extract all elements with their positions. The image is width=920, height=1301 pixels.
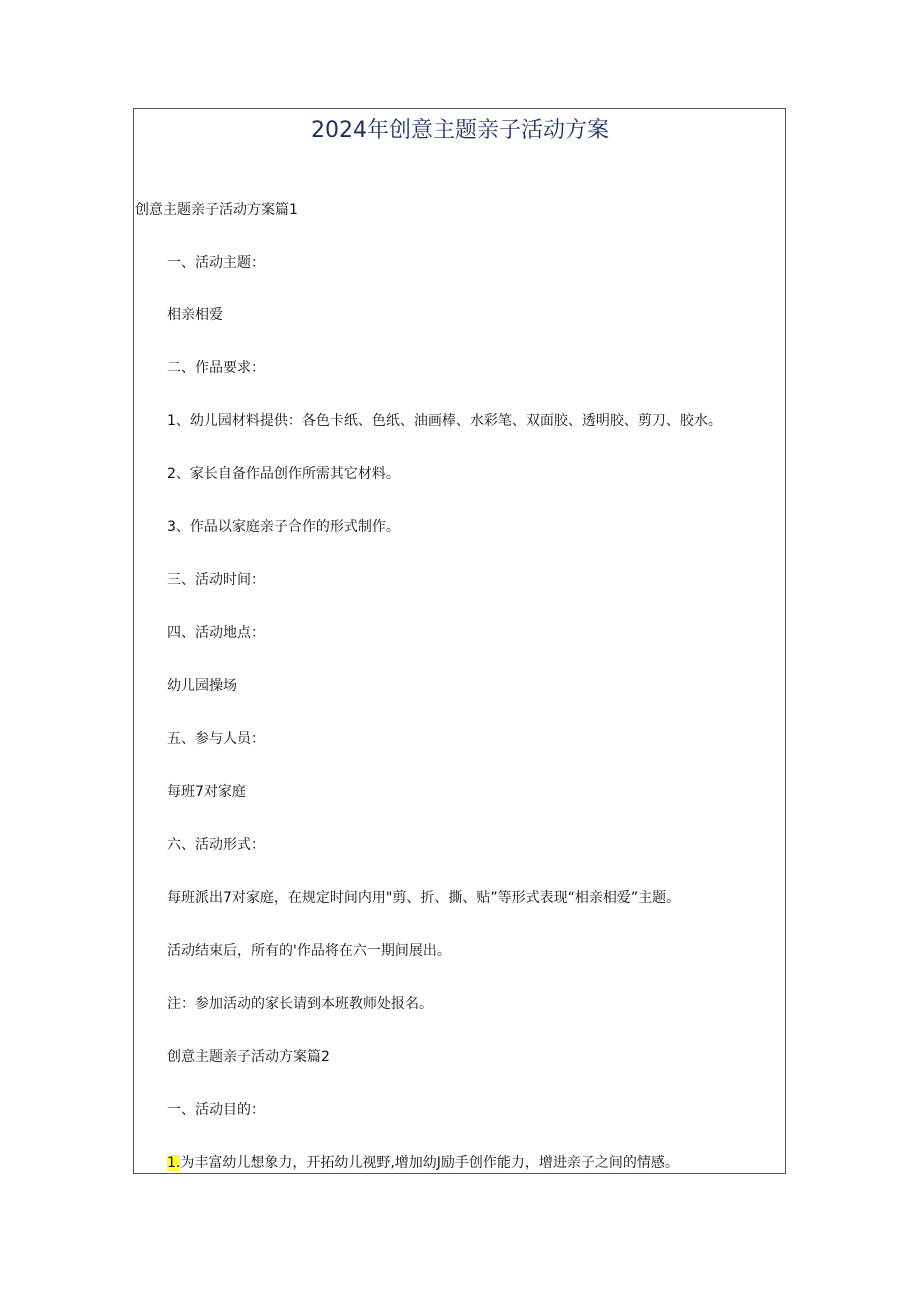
item-heading: 三、活动时间： xyxy=(167,572,265,588)
section-heading: 创意主题亲子活动方案篇2 xyxy=(167,1049,330,1065)
list-item: 2、家长自备作品创作所需其它材料。 xyxy=(167,466,400,482)
section-heading: 创意主题亲子活动方案篇1 xyxy=(135,202,298,218)
document-title: 2024年创意主题亲子活动方案 xyxy=(311,118,609,143)
paragraph: 活动结束后，所有的'作品将在六一期间展出。 xyxy=(167,943,451,959)
list-item-text: 为丰富幼儿想象力，开拓幼儿视野,增加幼J励手创作能力，增进亲子之间的情感。 xyxy=(180,1155,679,1171)
item-heading: 二、作品要求： xyxy=(167,360,265,376)
list-item: 1、幼儿园材料提供：各色卡纸、色纸、油画棒、水彩笔、双面胶、透明胶、剪刀、胶水。 xyxy=(167,413,722,429)
item-heading: 五、参与人员： xyxy=(167,731,265,747)
item-heading: 一、活动目的： xyxy=(167,1102,265,1118)
paragraph: 相亲相爱 xyxy=(167,307,223,323)
item-heading: 四、活动地点： xyxy=(167,625,265,641)
paragraph: 每班派出7对家庭，在规定时间内用"剪、折、撕、贴”等形式表现“相亲相爱”主题。 xyxy=(167,890,681,906)
note-paragraph: 注：参加活动的家长请到本班教师处报名。 xyxy=(167,996,433,1012)
item-heading: 一、活动主题： xyxy=(167,255,265,271)
list-item: 3、作品以家庭亲子合作的形式制作。 xyxy=(167,519,400,535)
paragraph: 幼儿园操场 xyxy=(167,678,237,694)
paragraph: 每班7对家庭 xyxy=(167,784,246,800)
item-heading: 六、活动形式： xyxy=(167,837,265,853)
list-item xyxy=(167,1153,679,1173)
highlighted-list-marker: 1. xyxy=(167,1155,181,1171)
